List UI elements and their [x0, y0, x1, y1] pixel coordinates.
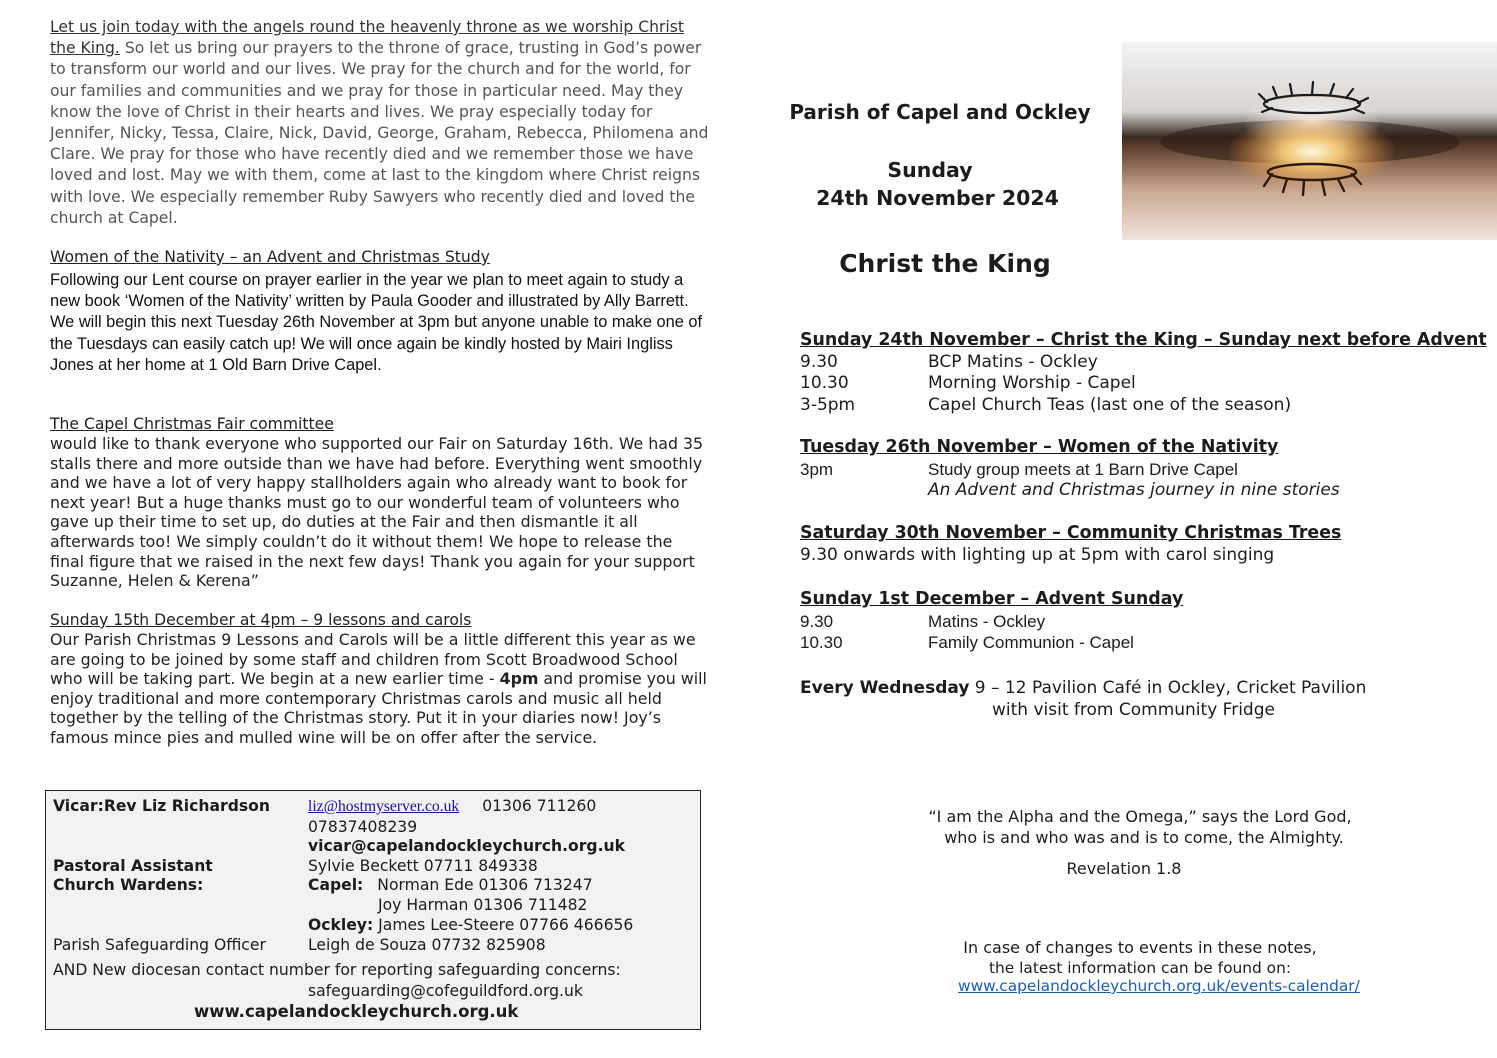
schedule-event: BCP Matins - Ockley [928, 351, 1098, 372]
schedule-time: 9.30 [800, 611, 834, 631]
wednesday-body-2: with visit from Community Fridge [992, 699, 1275, 720]
wednesday-label: Every Wednesday [800, 678, 970, 698]
sun24-heading: Sunday 24th November – Christ the King – Sunday next before Advent [800, 330, 1487, 350]
schedule-row [800, 352, 1480, 374]
sun1-heading: Sunday 1st December – Advent Sunday [800, 589, 1184, 609]
schedule-saturday-30 [800, 523, 1480, 566]
vicar-email-link[interactable]: liz@hostmyserver.co.uk [308, 798, 460, 815]
capel-warden-2: Joy Harman 01306 711482 [378, 896, 588, 914]
tue26-heading: Tuesday 26th November – Women of the Nativity [800, 437, 1279, 457]
schedule-wednesday [800, 678, 1480, 721]
carols-time: 4pm [499, 669, 539, 689]
tue26-subtitle: An Advent and Christmas journey in nine stories [928, 480, 1340, 500]
schedule-tuesday-26 [800, 437, 1480, 502]
schedule-time: 3pm [800, 459, 834, 479]
intercession-paragraph [50, 17, 710, 229]
carols-body-end: and promise you will enjoy traditional and more contemporary Christmas carols and music all held together by the telling of the Christmas story. Put it in your diaries now! Joy’s famous mince pies and mulled wine will be on offer after the service. [50, 669, 707, 747]
schedule-row [800, 395, 1480, 417]
intercession-lead: Let us join today with the angels round the heavenly throne as we worship Christ the King. [50, 18, 684, 58]
events-calendar-link[interactable]: www.capelandockleychurch.org.uk/events-calendar/ [958, 977, 1360, 995]
vicar-phone: 01306 711260 [482, 797, 597, 815]
schedule-row [800, 480, 1480, 502]
crown-of-thorns-image [1122, 42, 1497, 240]
capel-warden [308, 876, 593, 894]
pastoral-label: Pastoral Assistant [53, 857, 213, 875]
pastoral-value: Sylvie Beckett 07711 849338 [308, 857, 538, 875]
schedule-event: Study group meets at 1 Barn Drive Capel [928, 459, 1238, 479]
scripture-quote [880, 806, 1400, 848]
footer-line-1: In case of changes to events in these notes, [963, 938, 1317, 957]
diocesan-note: AND New diocesan contact number for reporting safeguarding concerns: [53, 961, 621, 979]
page-title: Christ the King [839, 249, 1051, 278]
schedule-time: 9.30 [800, 351, 838, 372]
schedule-row [800, 459, 1480, 481]
ockley-warden [308, 916, 633, 934]
capel-warden-1: Norman Ede 01306 713247 [377, 876, 593, 894]
vicar-mobile: 07837408239 [308, 818, 418, 836]
nativity-heading: Women of the Nativity – an Advent and Christmas Study [50, 248, 490, 266]
wednesday-body: 9 – 12 Pavilion Café in Ockley, Cricket Pavilion [969, 678, 1367, 698]
carols-body-start: Our Parish Christmas 9 Lessons and Carols will be a little different this year as we are going to be joined by some staff and children from Scott Broadwood School who will be taking part. We begin at a new earlier time - [50, 630, 696, 689]
crown-image-svg [1122, 42, 1497, 240]
schedule-time: 3-5pm [800, 394, 856, 415]
schedule-event: Family Communion - Capel [928, 633, 1134, 652]
nativity-body: Following our Lent course on prayer earlier in the year we plan to meet again to study a new book ‘Women of the Nativity’ written by Paula Gooder and illustrated by Ally Barrett. We will begin this next Tuesday 26th November at 3pm but anyone unable to make one of the Tuesdays can easily catch up! We will once again be kindly hosted by Mairi Ingliss Jones at her home at 1 Old Barn Drive Capel. [50, 271, 703, 374]
schedule-time: 10.30 [800, 373, 849, 393]
website: www.capelandockleychurch.org.uk [194, 1002, 519, 1021]
vicar-label: Vicar:Rev Liz Richardson [53, 797, 270, 815]
quote-line-1: “I am the Alpha and the Omega,” says the Lord God, [928, 807, 1352, 826]
sat30-heading: Saturday 30th November – Community Christmas Trees [800, 523, 1342, 543]
safeguarding-label: Parish Safeguarding Officer [53, 936, 266, 954]
schedule-event: Morning Worship - Capel [928, 373, 1136, 393]
ockley-warden-value: James Lee-Steere 07766 466656 [378, 916, 634, 934]
contact-box [45, 790, 701, 1030]
footer-line-2: the latest information can be found on: [988, 959, 1292, 977]
ockley-label: Ockley: [308, 916, 374, 934]
quote-line-2: who is and who was and is to come, the Almighty. [944, 828, 1344, 847]
diocesan-email: safeguarding@cofeguildford.org.uk [308, 982, 583, 1000]
schedule-time: 10.30 [800, 633, 843, 652]
wednesday-line [800, 678, 1480, 700]
fair-body: would like to thank everyone who supported our Fair on Saturday 16th. We had 35 stalls there and more outside than we have had before. Everything went smoothly and we have a lot of very happy stallholders again who already want to book for next year! But a huge thanks must go to our wonderful team of volunteers who gave up their time to set up, do duties at the Fair and then dismantle it all afterwards too! We simply couldn’t do it without them! We hope to release the final figure that we raised in the next few days! Thank you again for your support Suzanne, Helen & Kerena” [50, 434, 704, 591]
capel-label: Capel: [308, 876, 364, 894]
fair-heading: The Capel Christmas Fair committee [50, 415, 334, 433]
carols-body [50, 630, 710, 748]
vicar-contacts [308, 797, 596, 816]
parish-name: Parish of Capel and Ockley [789, 100, 1091, 124]
schedule-sunday-1 [800, 589, 1480, 654]
wardens-label: Church Wardens: [53, 876, 204, 894]
schedule-row [800, 632, 1480, 654]
schedule-row [800, 611, 1480, 633]
carols-heading: Sunday 15th December at 4pm – 9 lessons and carols [50, 611, 472, 629]
quote-reference: Revelation 1.8 [1066, 859, 1182, 878]
schedule-event: Matins - Ockley [928, 611, 1046, 631]
safeguarding-value: Leigh de Souza 07732 825908 [308, 936, 546, 954]
sat30-body: 9.30 onwards with lighting up at 5pm with carol singing [800, 544, 1275, 565]
intercession-body: So let us bring our prayers to the throne of grace, trusting in God’s power to transform our world and our lives. We pray for the church and for the world, for our families and communities and we pray for those in particular need. May they know the love of Christ in their hearts and lives. We pray especially today for Jennifer, Nicky, Tessa, Claire, Nick, David, George, Graham, Rebecca, Philomena and Clare. We pray for those who have recently died and we remember those we have loved and lost. May we with them, come at last to the kingdom where Christ reigns with love. We especially remember Ruby Sawyers who recently died and loved the church at Capel. [50, 39, 709, 227]
schedule-event: Capel Church Teas (last one of the season) [928, 394, 1292, 415]
schedule-sunday-24 [800, 330, 1487, 416]
service-date: 24th November 2024 [816, 186, 1059, 210]
vicar-email-2: vicar@capelandockleychurch.org.uk [308, 837, 625, 855]
schedule-row [800, 373, 1480, 395]
service-day: Sunday [887, 158, 973, 182]
